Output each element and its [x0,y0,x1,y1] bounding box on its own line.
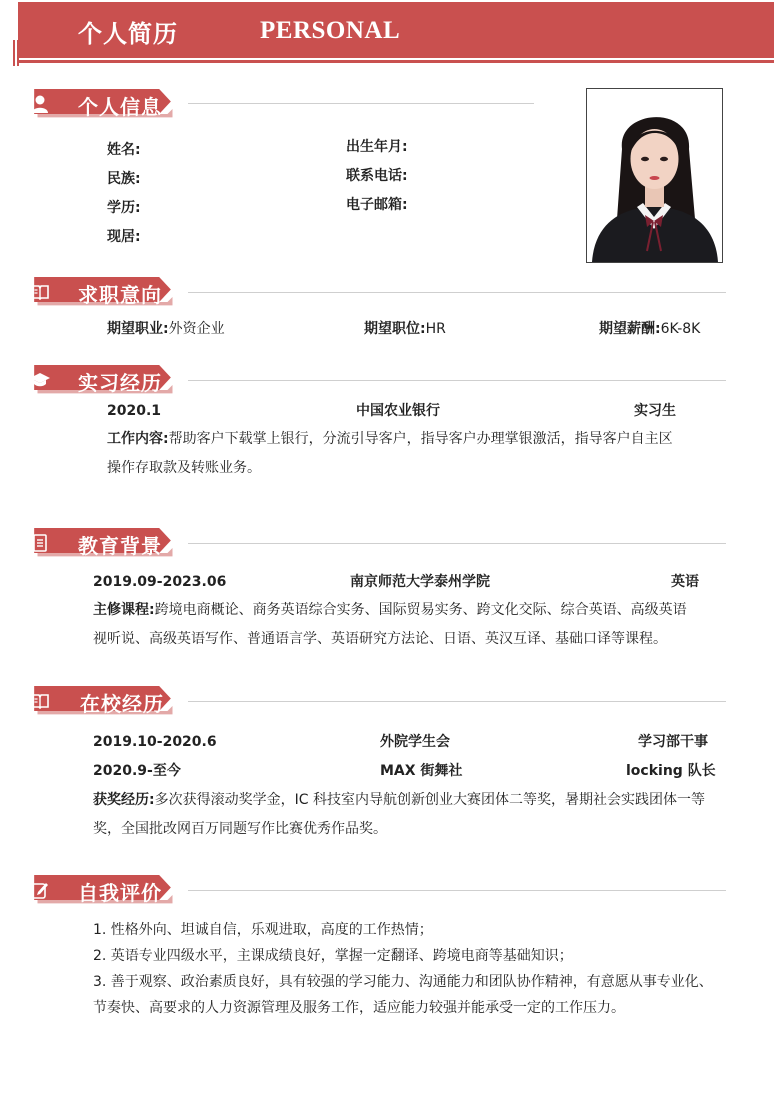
section-title: 教育背景 [78,534,162,558]
book-icon [30,691,50,711]
intern-date: 2020.1 [107,403,162,419]
name-label: 姓名: [107,142,141,158]
awards-line: 奖，全国批改网百万同题写作比赛优秀作品奖。 [93,821,387,837]
job-value: 外资企业 [168,321,225,337]
divider [188,103,534,104]
courses-label: 主修课程: [93,602,155,618]
intent-salary [599,319,700,339]
awards-label: 获奖经历: [93,792,155,808]
edu-courses [93,596,733,654]
intern-org: 中国农业银行 [356,403,440,419]
divider [188,890,726,891]
intent-job [107,319,225,339]
position-label: 期望职位: [364,321,426,337]
edit-icon [30,880,50,900]
content-label: 工作内容: [107,431,169,447]
content-line: 操作存取款及转账业务。 [107,460,261,476]
header-tick [17,40,19,66]
residence-label: 现居: [107,229,141,245]
campus-date: 2019.10-2020.6 [93,734,217,750]
campus-org: 外院学生会 [380,734,450,750]
portrait-image [587,89,722,262]
degree-label: 学历: [107,200,141,216]
resume-title-en: PERSONAL [260,17,401,44]
intern-role: 实习生 [634,403,676,419]
courses-line: 跨境电商概论、商务英语综合实务、国际贸易实务、跨文化交际、综合英语、高级英语 [154,602,687,618]
job-label: 期望职业: [107,321,169,337]
divider [188,292,726,293]
section-title: 自我评价 [78,881,162,905]
awards-line: 多次获得滚动奖学金，IC 科技室内导航创新创业大赛团体二等奖，暑期社会实践团体一等 [154,792,705,808]
self-line: 1. 性格外向、坦诚自信，乐观进取，高度的工作热情； [93,922,433,938]
section-title: 实习经历 [78,371,162,395]
resume-title: 个人简历 [78,20,178,48]
email-label: 电子邮箱: [346,197,408,213]
divider [188,543,726,544]
document-icon [30,533,50,553]
courses-line: 视听说、高级英语写作、普通语言学、英语研究方法论、日语、英汉互译、基础口译等课程。 [93,631,667,647]
self-line: 2. 英语专业四级水平，主课成绩良好，掌握一定翻译、跨境电商等基础知识； [93,948,573,964]
header-stripe [18,60,774,63]
user-icon [30,94,50,114]
intern-content [107,425,727,483]
campus-org: MAX 街舞社 [380,763,463,779]
phone-label: 联系电话: [346,168,408,184]
content-line: 帮助客户下载掌上银行，分流引导客户，指导客户办理掌银激活，指导客户自主区 [168,431,673,447]
divider [188,380,726,381]
campus-role: 学习部干事 [638,734,708,750]
section-title: 个人信息 [78,95,162,119]
edu-school: 南京师范大学泰州学院 [350,574,490,590]
book-icon [30,282,50,302]
salary-label: 期望薪酬: [599,321,661,337]
header-tick [13,40,15,66]
section-title: 求职意向 [78,283,162,307]
self-evaluation [93,917,733,1021]
campus-role: locking 队长 [626,763,716,779]
campus-awards [93,786,733,844]
divider [188,701,726,702]
position-value: HR [425,321,446,337]
salary-value: 6K-8K [660,321,701,337]
edu-date: 2019.09-2023.06 [93,574,227,590]
intent-position [364,319,446,339]
self-line: 节奏快、高要求的人力资源管理及服务工作，适应能力较强并能承受一定的工作压力。 [93,1000,625,1016]
ethnic-label: 民族: [107,171,141,187]
campus-date: 2020.9-至今 [93,763,181,779]
self-line: 3. 善于观察、政治素质良好，具有较强的学习能力、沟通能力和团队协作精神，有意愿从事专业化、 [93,974,713,990]
edu-major: 英语 [671,574,699,590]
birth-label: 出生年月: [346,139,408,155]
profile-photo [586,88,723,263]
section-title: 在校经历 [80,692,164,716]
graduation-cap-icon [30,370,50,390]
